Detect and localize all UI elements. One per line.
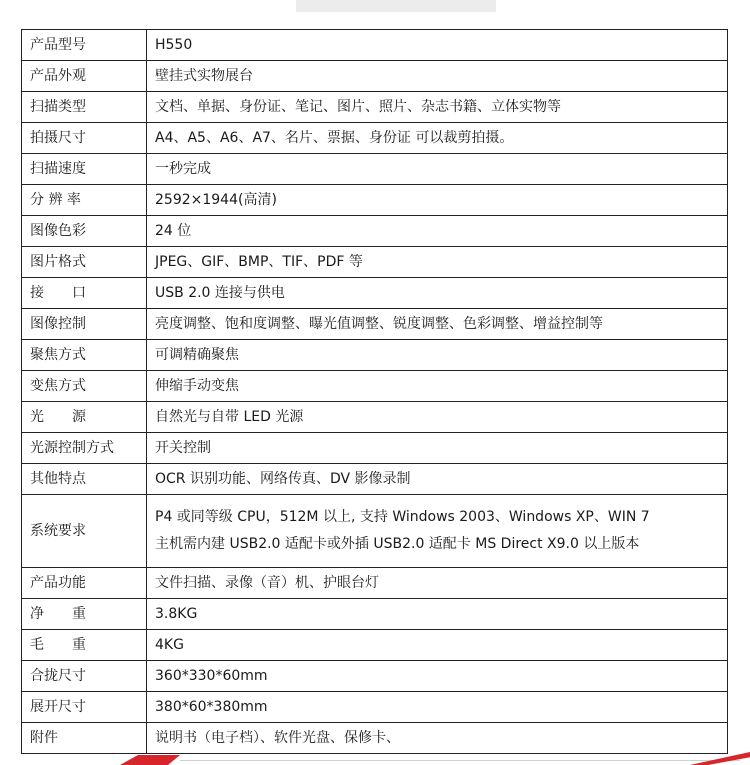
table-row xyxy=(22,599,728,630)
red-accent-shape xyxy=(120,755,180,765)
row-label: 产品型号 xyxy=(22,30,147,61)
table-row xyxy=(22,309,728,340)
top-tab-decoration xyxy=(296,0,496,12)
table-row xyxy=(22,61,728,92)
row-value: JPEG、GIF、BMP、TIF、PDF 等 xyxy=(147,247,728,278)
row-label: 展开尺寸 xyxy=(22,692,147,723)
row-value: 3.8KG xyxy=(147,599,728,630)
row-value: 文档、单据、身份证、笔记、图片、照片、杂志书籍、立体实物等 xyxy=(147,92,728,123)
table-row xyxy=(22,247,728,278)
table-row xyxy=(22,92,728,123)
row-value: H550 xyxy=(147,30,728,61)
row-label: 产品功能 xyxy=(22,568,147,599)
row-value: 说明书（电子档）、软件光盘、保修卡、 xyxy=(147,723,728,754)
row-value: 壁挂式实物展台 xyxy=(147,61,728,92)
table-row xyxy=(22,278,728,309)
spec-table xyxy=(21,29,728,754)
row-label: 图像色彩 xyxy=(22,216,147,247)
row-label: 变焦方式 xyxy=(22,371,147,402)
row-value: 4KG xyxy=(147,630,728,661)
table-row xyxy=(22,433,728,464)
row-label: 净 重 xyxy=(22,599,147,630)
table-row xyxy=(22,371,728,402)
row-label: 扫描速度 xyxy=(22,154,147,185)
row-label: 合拢尺寸 xyxy=(22,661,147,692)
row-label: 图片格式 xyxy=(22,247,147,278)
table-row xyxy=(22,723,728,754)
row-label: 聚焦方式 xyxy=(22,340,147,371)
bottom-divider xyxy=(180,760,740,761)
row-value: 开关控制 xyxy=(147,433,728,464)
row-label: 扫描类型 xyxy=(22,92,147,123)
row-value: 380*60*380mm xyxy=(147,692,728,723)
table-row xyxy=(22,661,728,692)
row-label: 其他特点 xyxy=(22,464,147,495)
system-req-line-2: 主机需内建 USB2.0 适配卡或外插 USB2.0 适配卡 MS Direct X9.0 以上版本 xyxy=(155,536,640,552)
table-row xyxy=(22,568,728,599)
row-value-multiline xyxy=(147,495,728,568)
row-label: 光 源 xyxy=(22,402,147,433)
row-value: 2592×1944(高清) xyxy=(147,185,728,216)
row-label: 图像控制 xyxy=(22,309,147,340)
table-row xyxy=(22,154,728,185)
row-value: USB 2.0 连接与供电 xyxy=(147,278,728,309)
table-row xyxy=(22,402,728,433)
system-req-line-1: P4 或同等级 CPU，512M 以上, 支持 Windows 2003、Windows XP、WIN 7 xyxy=(155,509,650,525)
row-label: 光源控制方式 xyxy=(22,433,147,464)
table-row xyxy=(22,185,728,216)
row-value: 一秒完成 xyxy=(147,154,728,185)
row-value: 24 位 xyxy=(147,216,728,247)
table-row xyxy=(22,630,728,661)
table-row xyxy=(22,216,728,247)
row-label: 分 辨 率 xyxy=(22,185,147,216)
row-value: 自然光与自带 LED 光源 xyxy=(147,402,728,433)
row-label: 附件 xyxy=(22,723,147,754)
row-label: 产品外观 xyxy=(22,61,147,92)
row-value: 伸缩手动变焦 xyxy=(147,371,728,402)
table-row xyxy=(22,30,728,61)
row-label: 系统要求 xyxy=(22,495,147,568)
table-row xyxy=(22,464,728,495)
table-row xyxy=(22,123,728,154)
row-value: 亮度调整、饱和度调整、曝光值调整、锐度调整、色彩调整、增益控制等 xyxy=(147,309,728,340)
table-row xyxy=(22,495,728,568)
row-label: 接 口 xyxy=(22,278,147,309)
row-value: 可调精确聚焦 xyxy=(147,340,728,371)
table-row xyxy=(22,340,728,371)
table-row xyxy=(22,692,728,723)
row-label: 毛 重 xyxy=(22,630,147,661)
row-value: A4、A5、A6、A7、名片、票据、身份证 可以裁剪拍摄。 xyxy=(147,123,728,154)
row-label: 拍摄尺寸 xyxy=(22,123,147,154)
row-value: 360*330*60mm xyxy=(147,661,728,692)
row-value: OCR 识别功能、网络传真、DV 影像录制 xyxy=(147,464,728,495)
row-value: 文件扫描、录像（音）机、护眼台灯 xyxy=(147,568,728,599)
